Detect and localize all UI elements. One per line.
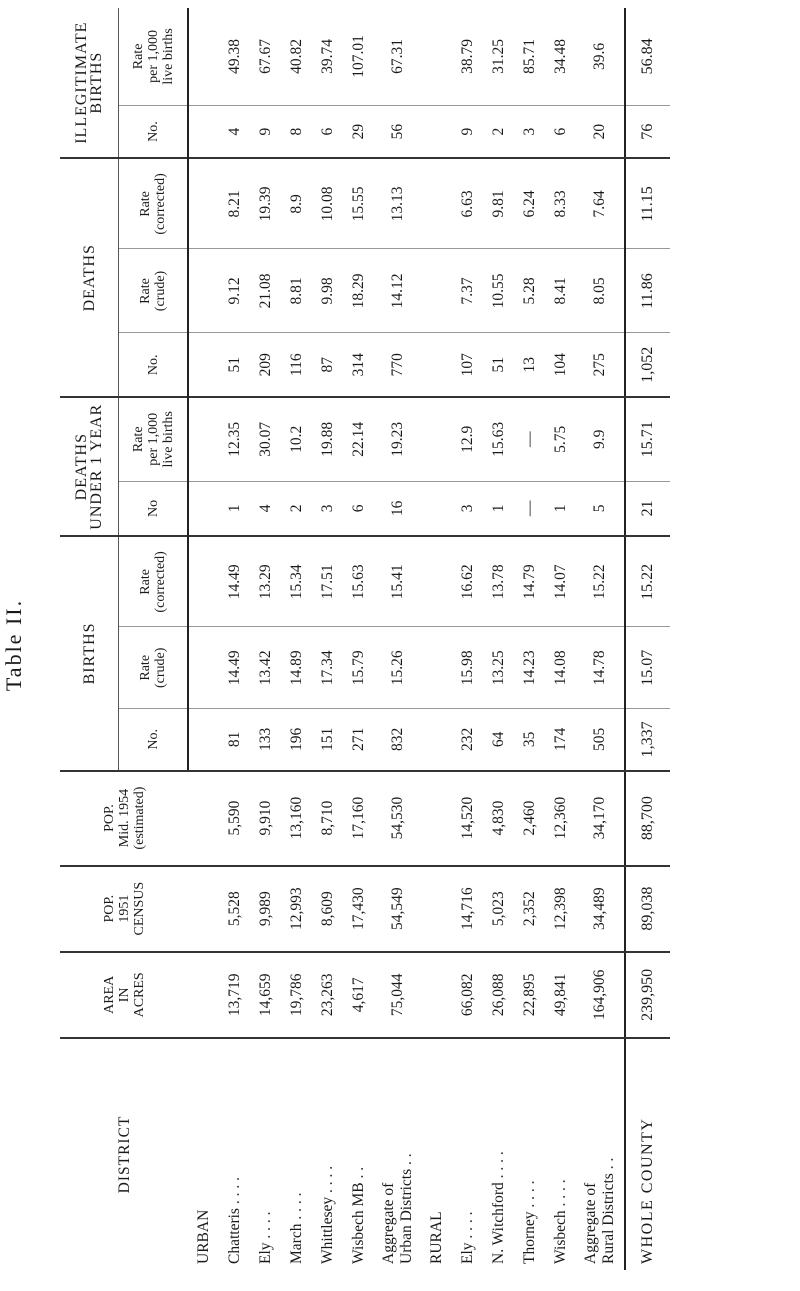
cell-d-no: 51 (483, 333, 514, 397)
cell-i-no: 6 (312, 105, 343, 158)
cell-d-no: 209 (250, 333, 281, 397)
cell-pop51: 12,398 (545, 866, 576, 952)
cell-d-no: 275 (576, 333, 625, 397)
cell-i-rate: 40.82 (287, 38, 305, 74)
table-body (188, 8, 670, 1270)
cell-area: 4,617 (343, 952, 374, 1038)
cell-d1-rate: 15.63 (483, 397, 514, 481)
cell-d-corr: 15.55 (343, 158, 374, 249)
sub-births-no: No. (119, 709, 189, 771)
sub-deaths-crude-l1: Rate (138, 278, 153, 304)
cell-pop54: 12,360 (545, 771, 576, 866)
cell-i-rate: 39.6 (591, 42, 608, 70)
cell-pop54: 14,520 (452, 771, 483, 866)
district-name-l2: Rural Districts (600, 1173, 617, 1264)
district-name (514, 1038, 545, 1270)
cell-b-crude: 14.23 (514, 627, 545, 709)
cell-i-rate: 56.84 (625, 8, 670, 105)
cell-d-crude: 8.81 (281, 249, 312, 333)
vital-statistics-table (60, 8, 670, 1270)
table-row (312, 8, 343, 1270)
cell-d-crude: 8.41 (545, 249, 576, 333)
district-name-text: N. Witchford (489, 1182, 507, 1264)
cell-d1-rate: 19.88 (312, 397, 343, 481)
sub-d1-rate-l1: Rate (130, 426, 146, 453)
sub-deaths-no: No. (119, 333, 189, 397)
header-pop1954-l3: (estimated) (131, 786, 147, 850)
section-urban-row (188, 8, 219, 1270)
leader-dots: . . (398, 1153, 415, 1169)
cell-area: 26,088 (483, 952, 514, 1038)
cell-pop51: 8,609 (312, 866, 343, 952)
cell-d-no: 107 (452, 333, 483, 397)
header-pop1951-l3: CENSUS (131, 881, 147, 936)
cell-d-crude: 18.29 (343, 249, 374, 333)
section-rural-row (422, 8, 452, 1270)
cell-d-no: 116 (281, 333, 312, 397)
cell-d-crude: 8.05 (576, 249, 625, 333)
cell-pop54: 4,830 (483, 771, 514, 866)
cell-i-no: 8 (281, 105, 312, 158)
cell-d-corr: 6.24 (514, 158, 545, 249)
cell-d-no: 51 (219, 333, 250, 397)
cell-d-corr: 8.21 (219, 158, 250, 249)
cell-b-corr: 14.07 (545, 536, 576, 627)
cell-pop51: 89,038 (625, 866, 670, 952)
district-name-l1: Aggregate of (582, 1182, 599, 1264)
cell-d1-rate: 12.35 (219, 397, 250, 481)
cell-b-corr: 17.51 (312, 536, 343, 627)
sub-d1-no: No (119, 481, 189, 536)
cell-i-rate: 34.48 (551, 38, 569, 74)
cell-d-no: 13 (514, 333, 545, 397)
cell-i-no: 9 (452, 105, 483, 158)
table-row (374, 8, 422, 1270)
section-label-rural: RURAL (422, 1038, 452, 1270)
cell-b-corr: 15.34 (281, 536, 312, 627)
cell-pop54: 5,590 (219, 771, 250, 866)
sub-births-crude-l1: Rate (138, 654, 153, 681)
cell-d1-rate: 30.07 (250, 397, 281, 481)
table-row (250, 8, 281, 1270)
cell-pop51: 12,993 (281, 866, 312, 952)
cell-d-no: 87 (312, 333, 343, 397)
cell-b-crude: 14.78 (576, 627, 625, 709)
district-name (312, 1038, 343, 1270)
cell-pop51: 2,352 (514, 866, 545, 952)
cell-pop54: 8,710 (312, 771, 343, 866)
cell-pop54: 54,530 (374, 771, 422, 866)
cell-d-corr: 6.63 (452, 158, 483, 249)
cell-pop51: 9,989 (250, 866, 281, 952)
district-name (219, 1038, 250, 1270)
cell-d1-no: 6 (343, 481, 374, 536)
cell-b-crude: 15.07 (625, 627, 670, 709)
district-name-text: WHOLE COUNTY (639, 1117, 656, 1264)
cell-i-rate: 49.38 (225, 38, 243, 74)
table-row (483, 8, 514, 1270)
header-illegitimate (60, 8, 119, 158)
district-name-l1: Aggregate of (380, 1182, 397, 1264)
cell-b-crude: 17.34 (312, 627, 343, 709)
district-name-text: Wisbech (551, 1210, 569, 1264)
cell-b-crude: 15.98 (452, 627, 483, 709)
sub-deaths-corrected (119, 158, 189, 249)
sub-illegit-rate-l2: per 1,000 (145, 29, 161, 83)
cell-d-crude: 10.55 (483, 249, 514, 333)
cell-b-corr: 14.49 (219, 536, 250, 627)
header-pop1954 (60, 771, 188, 866)
cell-i-rate: 39.74 (318, 38, 336, 74)
cell-area: 13,719 (219, 952, 250, 1038)
cell-d1-no: 5 (576, 481, 625, 536)
cell-b-corr: 13.78 (483, 536, 514, 627)
cell-area: 66,082 (452, 952, 483, 1038)
cell-d-corr: 19.39 (250, 158, 281, 249)
cell-d-corr: 13.13 (374, 158, 422, 249)
cell-d1-rate: 5.75 (545, 397, 576, 481)
cell-b-corr: 15.22 (625, 536, 670, 627)
district-name-text: Ely (256, 1242, 274, 1264)
cell-b-no: 174 (545, 709, 576, 771)
header-pop1951 (60, 866, 188, 952)
cell-b-no: 271 (343, 709, 374, 771)
district-name (483, 1038, 514, 1270)
cell-d-no: 104 (545, 333, 576, 397)
leader-dots: . . (349, 1166, 367, 1183)
leader-dots: . . . . (551, 1179, 569, 1211)
cell-d1-rate: 19.23 (374, 397, 422, 481)
header-illegitimate-l2: BIRTHS (88, 51, 105, 114)
district-name-text: Ely (458, 1242, 476, 1264)
cell-area: 75,044 (374, 952, 422, 1038)
leader-dots: . . . . (489, 1151, 507, 1183)
sub-illegit-rate (119, 8, 189, 105)
table-row (219, 8, 250, 1270)
district-name-text: Wisbech MB (349, 1182, 367, 1264)
header-area-l1: AREA (101, 975, 117, 1014)
cell-d-corr: 8.9 (281, 158, 312, 249)
cell-d1-rate: — (514, 397, 545, 481)
cell-i-no: 20 (576, 105, 625, 158)
sub-deaths-corrected-l1: Rate (138, 191, 153, 217)
cell-d-corr: 8.33 (545, 158, 576, 249)
cell-pop51: 54,549 (374, 866, 422, 952)
cell-d1-no: 3 (312, 481, 343, 536)
table-row (545, 8, 576, 1270)
district-name (250, 1038, 281, 1270)
cell-i-no: 2 (483, 105, 514, 158)
cell-pop54: 9,910 (250, 771, 281, 866)
cell-d-crude: 14.12 (374, 249, 422, 333)
cell-b-corr: 15.41 (374, 536, 422, 627)
cell-i-no: 56 (374, 105, 422, 158)
cell-d-crude: 21.08 (250, 249, 281, 333)
district-name-text: March (287, 1223, 305, 1264)
table-row (281, 8, 312, 1270)
sub-deaths-crude-l2: (crude) (153, 270, 168, 312)
cell-d-no: 770 (374, 333, 422, 397)
leader-dots: . . . . (458, 1211, 476, 1243)
cell-pop51: 5,023 (483, 866, 514, 952)
cell-d-corr: 10.08 (312, 158, 343, 249)
cell-i-rate: 107.01 (349, 35, 367, 78)
cell-d1-no: 16 (374, 481, 422, 536)
cell-area: 19,786 (281, 952, 312, 1038)
cell-b-crude: 13.42 (250, 627, 281, 709)
cell-b-corr: 14.79 (514, 536, 545, 627)
page-title: Table II. (1, 598, 26, 692)
cell-b-no: 196 (281, 709, 312, 771)
sub-d1-rate-l3: live births (160, 411, 176, 468)
cell-pop51: 34,489 (576, 866, 625, 952)
header-deaths-under1-l1: DEATHS (73, 433, 90, 501)
cell-area: 14,659 (250, 952, 281, 1038)
cell-b-crude: 14.89 (281, 627, 312, 709)
header-pop1954-l2: Mid. 1954 (116, 788, 132, 848)
cell-i-rate: 31.25 (489, 38, 507, 74)
leader-dots: . . . . (318, 1165, 336, 1197)
table-row (452, 8, 483, 1270)
table-row (625, 8, 670, 1270)
header-deaths: DEATHS (60, 158, 119, 397)
sub-births-corrected-l1: Rate (138, 569, 153, 595)
cell-b-no: 133 (250, 709, 281, 771)
sub-births-crude (119, 627, 189, 709)
cell-pop54: 17,160 (343, 771, 374, 866)
cell-d-crude: 11.86 (625, 249, 670, 333)
cell-d1-no: 1 (483, 481, 514, 536)
cell-i-no: 76 (625, 105, 670, 158)
cell-b-corr: 16.62 (452, 536, 483, 627)
cell-b-no: 64 (483, 709, 514, 771)
cell-pop54: 13,160 (281, 771, 312, 866)
table-row (576, 8, 625, 1270)
header-area-l3: ACRES (131, 972, 147, 1018)
cell-d1-rate: 10.2 (281, 397, 312, 481)
sub-d1-rate (119, 397, 189, 481)
cell-d-no: 314 (343, 333, 374, 397)
cell-d1-rate: 22.14 (343, 397, 374, 481)
rotated-table-wrap (60, 8, 750, 1270)
sub-births-corrected-l2: (corrected) (153, 551, 168, 613)
cell-d1-no: 3 (452, 481, 483, 536)
header-area-l2: IN (116, 987, 132, 1003)
sub-illegit-rate-l1: Rate (130, 43, 146, 70)
cell-d-no: 1,052 (625, 333, 670, 397)
cell-i-rate: 38.79 (458, 38, 476, 74)
sub-illegit-no: No. (119, 105, 189, 158)
district-name-text: Chatteris (225, 1208, 243, 1264)
district-name-text: Whittlesey (318, 1196, 336, 1264)
header-area (60, 952, 188, 1038)
leader-dots: . . . . (256, 1211, 274, 1243)
cell-d-crude: 7.37 (452, 249, 483, 333)
cell-i-rate: 85.71 (520, 38, 538, 74)
table-row (343, 8, 374, 1270)
district-name (625, 1038, 670, 1270)
cell-area: 164,906 (576, 952, 625, 1038)
cell-i-no: 3 (514, 105, 545, 158)
section-label-urban: URBAN (188, 1038, 219, 1270)
cell-area: 23,263 (312, 952, 343, 1038)
cell-b-crude: 13.25 (483, 627, 514, 709)
header-deaths-under1-l2: UNDER 1 YEAR (88, 403, 105, 530)
cell-d1-rate: 12.9 (452, 397, 483, 481)
sub-births-corrected (119, 536, 189, 627)
cell-pop54: 88,700 (625, 771, 670, 866)
cell-i-no: 29 (343, 105, 374, 158)
cell-d1-no: 4 (250, 481, 281, 536)
district-name (576, 1038, 625, 1270)
table-row (514, 8, 545, 1270)
cell-d1-no: 21 (625, 481, 670, 536)
leader-dots: . . . . (225, 1177, 243, 1209)
header-district: DISTRICT (60, 1038, 188, 1270)
sub-births-crude-l2: (crude) (153, 647, 168, 688)
header-deaths-under1 (60, 397, 119, 536)
district-name (452, 1038, 483, 1270)
cell-area: 239,950 (625, 952, 670, 1038)
cell-d-crude: 5.28 (514, 249, 545, 333)
leader-dots: . . (600, 1157, 617, 1174)
cell-i-rate: 67.67 (256, 38, 274, 74)
cell-d-crude: 9.98 (312, 249, 343, 333)
cell-d-corr: 7.64 (576, 158, 625, 249)
cell-b-no: 81 (219, 709, 250, 771)
header-illegitimate-l1: ILLEGITIMATE (73, 21, 90, 144)
cell-b-no: 1,337 (625, 709, 670, 771)
cell-pop54: 34,170 (576, 771, 625, 866)
cell-area: 22,895 (514, 952, 545, 1038)
cell-b-no: 832 (374, 709, 422, 771)
cell-b-corr: 13.29 (250, 536, 281, 627)
cell-i-no: 6 (545, 105, 576, 158)
cell-b-no: 151 (312, 709, 343, 771)
cell-b-no: 505 (576, 709, 625, 771)
district-name-l2: Urban Districts (398, 1168, 415, 1264)
cell-i-no: 9 (250, 105, 281, 158)
district-name-text: Thorney (520, 1211, 538, 1264)
cell-d-corr: 11.15 (625, 158, 670, 249)
cell-pop51: 17,430 (343, 866, 374, 952)
header-pop1951-l1: POP. (101, 894, 117, 923)
cell-d-corr: 9.81 (483, 158, 514, 249)
cell-b-corr: 15.63 (343, 536, 374, 627)
cell-b-corr: 15.22 (576, 536, 625, 627)
cell-i-no: 4 (219, 105, 250, 158)
sub-deaths-corrected-l2: (corrected) (153, 173, 168, 235)
cell-b-no: 232 (452, 709, 483, 771)
district-name (281, 1038, 312, 1270)
cell-b-crude: 14.08 (545, 627, 576, 709)
cell-d1-no: 1 (219, 481, 250, 536)
cell-d1-rate: 15.71 (625, 397, 670, 481)
header-pop1951-l2: 1951 (116, 894, 132, 923)
cell-pop51: 14,716 (452, 866, 483, 952)
cell-i-rate: 67.31 (389, 38, 406, 74)
cell-d1-no: 2 (281, 481, 312, 536)
sub-illegit-rate-l3: live births (160, 28, 176, 85)
cell-b-crude: 15.26 (374, 627, 422, 709)
cell-d1-rate: 9.9 (576, 397, 625, 481)
leader-dots: . . . . (287, 1192, 305, 1224)
district-name (545, 1038, 576, 1270)
cell-area: 49,841 (545, 952, 576, 1038)
cell-b-crude: 15.79 (343, 627, 374, 709)
header-pop1954-l1: POP. (101, 804, 117, 832)
sub-d1-rate-l2: per 1,000 (145, 412, 161, 466)
cell-d-crude: 9.12 (219, 249, 250, 333)
district-name (374, 1038, 422, 1270)
cell-b-crude: 14.49 (219, 627, 250, 709)
leader-dots: . . . . (520, 1180, 538, 1212)
cell-d1-no: 1 (545, 481, 576, 536)
cell-d1-no: — (514, 481, 545, 536)
sub-deaths-crude (119, 249, 189, 333)
header-births: BIRTHS (60, 536, 119, 770)
district-name (343, 1038, 374, 1270)
cell-b-no: 35 (514, 709, 545, 771)
cell-pop51: 5,528 (219, 866, 250, 952)
cell-pop54: 2,460 (514, 771, 545, 866)
